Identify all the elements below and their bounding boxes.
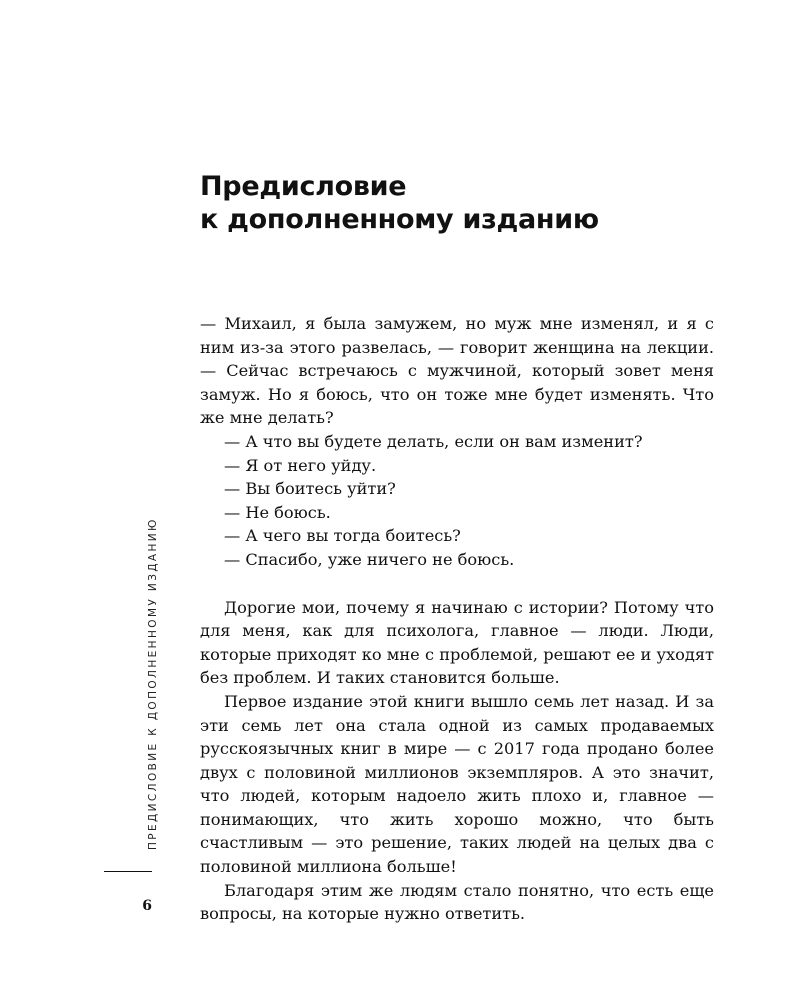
paragraph: Дорогие мои, почему я начинаю с истории? Потому что для меня, как для психолога, главное — люди. Люди, которые приходят ко мне с проблемой, решают ее и уходят без проблем. И таких становится больше.: [200, 597, 714, 688]
chapter-title-line-1: Предисловие: [200, 171, 407, 202]
folio-rule: [104, 871, 152, 872]
body-text: [200, 312, 714, 926]
chapter-title: [200, 170, 599, 236]
paragraph-gap: [200, 572, 714, 596]
dialogue-line: — Не боюсь.: [224, 502, 331, 522]
page-number: 6: [142, 898, 152, 914]
running-head: ПРЕДИСЛОВИЕ К ДОПОЛНЕННОМУ ИЗДАНИЮ: [147, 517, 159, 850]
dialogue-line: — А чего вы тогда боитесь?: [224, 526, 461, 546]
dialogue-line: — Спасибо, уже ничего не боюсь.: [224, 549, 515, 569]
dialogue-line: — А что вы будете делать, если он вам изменит?: [224, 431, 643, 451]
dialogue-line: — Я от него уйду.: [224, 455, 377, 475]
dialogue-opening: — Михаил, я была замужем, но муж мне изменял, и я с ним из-за этого развелась, — говорит женщина на лекции. — Сейчас встречаюсь с мужчиной, который зовет меня замуж. Но я боюсь, что он тоже мне будет изменять. Что же мне делать?: [200, 314, 714, 428]
chapter-title-line-2: к дополненному изданию: [200, 204, 599, 235]
paragraph: Первое издание этой книги вышло семь лет назад. И за эти семь лет она стала одной из самых продаваемых русскоязычных книг в мире — с 2017 года продано более двух с половиной миллионов экземпляров. А это значит, что людей, которым надоело жить плохо и, главное — понимающих, что жить хорошо можно, что быть счастливым — это решение, таких людей на целых два с половиной миллиона больше!: [200, 691, 714, 877]
dialogue-line: — Вы боитесь уйти?: [224, 479, 396, 499]
paragraph: Благодаря этим же людям стало понятно, что есть еще вопросы, на которые нужно ответить.: [200, 880, 714, 924]
